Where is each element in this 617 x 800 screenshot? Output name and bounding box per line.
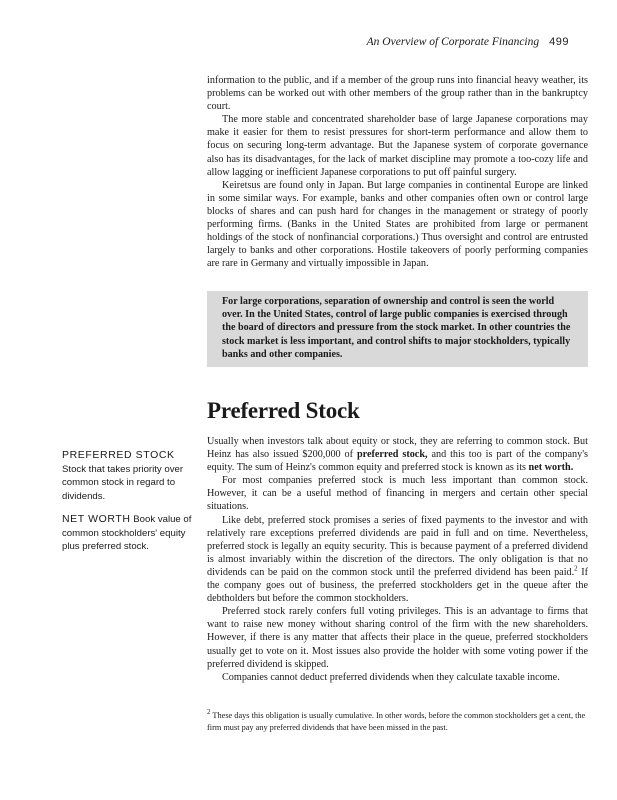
key-term: preferred stock,	[356, 449, 428, 461]
paragraph: The more stable and concentrated shareholder base of large Japanese corporations may make it easier for them to resist pressures for short-term performance and allow them to focus on securing long-term advantage. But the Japanese system of corporate governance also has its disadvantages, for the lack of market discipline may promote a too-cozy life and allow lagging or inefficient Japanese corporations to put off painful surgery.	[207, 114, 588, 178]
section-heading: Preferred Stock	[207, 398, 360, 423]
top-body-text	[207, 74, 588, 270]
text-run: and this too is part of the company's equity. The sum of Heinz's common equity and preferred stock is known as its	[207, 449, 589, 474]
text-run: If the company goes out of business, the preferred stockholders get in the queue after the debtholders but before the common stockholders.	[207, 566, 588, 605]
callout-text: For large corporations, separation of ownership and control is seen the world over. In the United States, control of large public companies is exercised through the board of directors and pressure from the stock market. In other countries the stock market is less important, and control shifts to major stockholders, typically banks and other companies.	[222, 296, 571, 360]
key-term: net worth.	[528, 462, 574, 474]
glossary-definition: Book value of common stockholders' equity plus preferred stock.	[62, 514, 192, 552]
paragraph	[207, 435, 588, 474]
lower-body-text	[207, 435, 588, 684]
paragraph: Companies cannot deduct preferred dividends when they calculate taxable income.	[222, 671, 560, 683]
summary-callout-box	[207, 291, 588, 367]
paragraph: For most companies preferred stock is much less important than common stock. However, it can be a useful method of financing in mergers and certain other special situations.	[207, 475, 588, 513]
footnote	[207, 710, 588, 734]
margin-glossary	[62, 449, 192, 564]
running-title: An Overview of Corporate Financing	[366, 36, 540, 48]
text-run: Like debt, preferred stock promises a series of fixed payments to the investor and with relatively rare exceptions preferred dividends are paid in full and on time. Nevertheless, preferred stock is legally an equity security. This is because payment of a preferred dividend is almost invariably within the discretion of the directors. The only obligation is that no dividends can be paid on the common stock until the preferred dividend has been paid.	[207, 514, 588, 578]
glossary-term: NET WORTH	[62, 513, 131, 525]
text-run: Usually when investors talk about equity or stock, they are referring to common stock. But Heinz has also issued $200,000 of	[207, 436, 588, 461]
paragraph: Preferred stock rarely confers full voting privileges. This is an advantage to firms that want to raise new money without sharing control of the firm with the new shareholders. However, if there is any matter that affects their place in the queue, preferred stockholders usually get to vote on it. Most issues also provide the holder with some voting power if the preferred dividend is skipped.	[207, 606, 588, 670]
paragraph: information to the public, and if a member of the group runs into financial heavy weather, its problems can be worked out with other members of the group rather than in the bankruptcy court.	[207, 75, 588, 113]
margin-definition-net-worth	[62, 513, 192, 554]
glossary-definition: Stock that takes priority over common stock in regard to dividends.	[62, 463, 184, 502]
margin-definition-preferred-stock	[62, 449, 192, 503]
page-number: 499	[549, 36, 569, 48]
paragraph	[207, 514, 588, 606]
running-header	[367, 36, 569, 48]
footnote-marker: 2	[207, 708, 211, 717]
glossary-term: PREFERRED STOCK	[62, 449, 175, 461]
footnote-text: These days this obligation is usually cumulative. In other words, before the common stockholders get a cent, the firm must pay any preferred dividends that have been missed in the past.	[207, 711, 586, 732]
paragraph: Keiretsus are found only in Japan. But large companies in continental Europe are linked in some similar ways. For example, banks and other companies often own or control large blocks of shares and can push hard for changes in the management or strategy of poorly performing firms. (Banks in the United States are prohibited from large or permanent holdings of the stock of nonfinancial corporations.) Thus oversight and control are entrusted largely to banks and other corporations. Hostile takeovers of poorly performing companies are rare in Germany and virtually impossible in Japan.	[207, 179, 588, 270]
footnote-reference: 2	[574, 564, 578, 573]
